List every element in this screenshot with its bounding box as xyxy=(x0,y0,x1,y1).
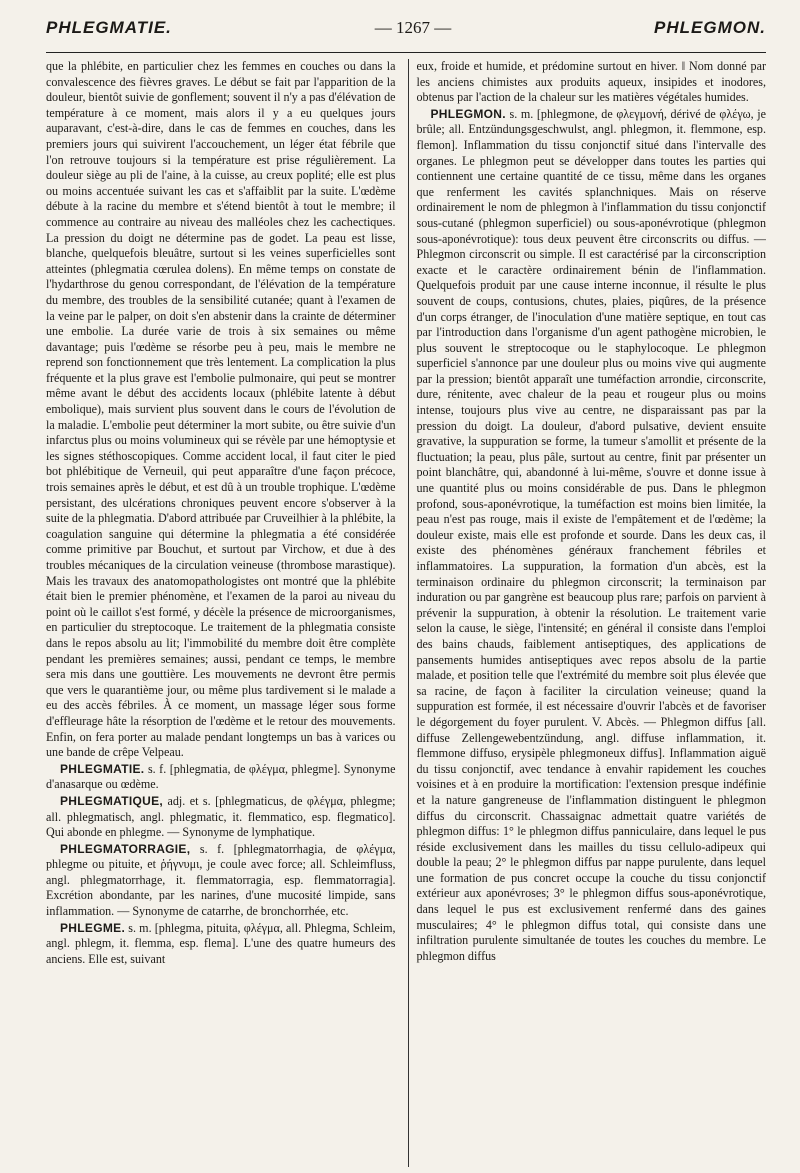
page-number: — 1267 — xyxy=(374,18,452,37)
left-column xyxy=(46,59,396,1167)
page-header xyxy=(46,18,766,53)
entry-definition: s. f. [phlegmatorrhagia, de φλέγμα, phlegme ou pituite, et ῥήγνυμι, je coule avec force; all. Schleimfluss, angl. phlegmatorrhage, it. flemmatorragia, esp. flemmatorragia]. Excrétion abondante, par les narines, d'une mucosité limpide, sans inflammation. — Synonyme de catarrhe, de bronchorrhée, etc. xyxy=(46,841,396,919)
entry-definition: adj. et s. [phlegmaticus, de φλέγμα, phlegme; all. phlegmatisch, angl. phlegmatic, it. flemmatico, esp. flegmatico]. Qui abonde en phlegme. — Synonyme de lymphatique. xyxy=(46,793,396,840)
entry-headword: PHLEGMON. xyxy=(430,106,506,121)
entry-headword: PHLEGMATORRAGIE, xyxy=(60,841,191,856)
header-right-running-title: PHLEGMON. xyxy=(654,18,766,37)
entry-definition: s. m. [phlegmone, de φλεγμονή, dérivé de φλέγω, je brûle; all. Entzündungsgeschwulst, angl. phlegmon, it. flemmone, esp. flemon]. Inflammation du tissu conjonctif situé dans l'intervalle des organes. Le phlegmon peut se développer dans toutes les parties qui contiennent une certaine quantité de ce tissu, même dans les organes que renferment les cavités splanchniques. Mais on réserve ordinairement le nom de phlegmon à l'inflammation du tissu conjonctif sous-cutané (phlegmon superficiel) ou sous-aponévrotique (phlegmon sous-aponévrotique): tous deux peuvent être circonscrits ou diffus. — Phlegmon circonscrit ou simple. Il est caractérisé par la circonscription exacte et le caractère ordinairement bénin de l'inflammation. Quelquefois produit par une cause interne inconnue, il résulte le plus souvent de coups, contusions, chutes, plaies, piqûres, de la présence d'un corps étranger, de l'inoculation d'une matière septique, en tout cas par l'introduction dans l'organisme d'un agent pathogène microbien, le plus souvent le streptocoque ou le staphylocoque. Le phlegmon superficiel s'annonce par une douleur plus ou moins vive qui augmente par la pression; bientôt apparaît une tuméfaction arrondie, circonscrite, dure, rénitente, avec chaleur de la peau et rougeur plus ou moins intense, toujours plus vive au centre, ne disparaissant pas par la pression du doigt. La douleur, d'abord pulsative, devient ensuite gravative, la suppuration se forme, la tumeur s'amollit et présente de la fluctuation; la peau, plus pâle, surtout au centre, finit par présenter un point blanchâtre, qui, abandonné à lui-même, s'ouvre et donne issue à une quantité plus ou moins considérable de pus. Dans le phlegmon profond, sous-aponévrotique, la tuméfaction est moins bien limitée, la peau n'est pas rouge, mais il existe de l'empâtement et de l'œdème; la douleur existe, mais elle est profonde et sourde. Dans les deux cas, il existe des phénomènes généraux franchement fébriles et inflammatoires. La suppuration, la formation d'un abcès, est la terminaison ordinaire du phlegmon circonscrit; la terminaison par induration ou par gangrène est beaucoup plus rare; parfois on parvient à prévenir la suppuration, à obtenir la résolution. Le traitement varie selon la cause, le siège, l'intensité; en général il consiste dans l'emploi des bains chauds, faiblement antiseptiques, des applications de pansements humides antiseptiques avec repos absolu de la partie malade, et position telle que l'extrémité du membre soit plus élevée que sa racine, de façon à faciliter la circulation veineuse; quand la suppuration est formée, il est nécessaire d'ouvrir l'abcès et de favoriser le dégorgement du foyer purulent. V. Abcès. — Phlegmon diffus [all. diffuse Zellengewebentzündung, angl. diffuse inflammation, it. flemmone diffuso, erysipèle phlegmoneux diffus]. Inflammation aiguë du tissu conjonctif, avec tendance à envahir rapidement les couches voisines et à en produire la mortification: l'extension presque indéfinie et la nature gangreneuse de l'inflammation distinguent le phlegmon diffus du circonscrit. Chassaignac admettait quatre variétés de phlegmon diffus: 1° le phlegmon diffus panniculaire, dans lequel le pus réside exclusivement dans les mailles du tissu cellulo-adipeux qui double la peau; 2° le phlegmon diffus par nappe purulente, dans lequel une formation de pus concret occupe la couche du tissu conjonctif extérieur aux aponévroses; 3° le phlegmon diffus sous-aponévrotique, dans lequel le pus est exclusivement renfermé dans des gaines musculaires; 4° le phlegmon diffus total, qui consiste dans une infiltration purulente simultanée de toutes les couches du membre. Le phlegmon diffus xyxy=(416,106,766,963)
entry-phlegmatique xyxy=(46,794,396,841)
right-column xyxy=(408,59,767,1167)
entry-definition: s. m. [phlegma, pituita, φλέγμα, all. Phlegma, Schleim, angl. phlegm, it. flemma, esp. flema]. L'une des quatre humeurs des anciens. Elle est, suivant xyxy=(46,920,396,966)
header-left-running-title: PHLEGMATIE. xyxy=(46,18,172,37)
entry-phlegmatorragie xyxy=(46,842,396,920)
entry-headword: PHLEGMATIE. xyxy=(60,761,145,776)
entry-headword: PHLEGMATIQUE, xyxy=(60,793,164,808)
entry-definition: s. f. [phlegmatia, de φλέγμα, phlegme]. Synonyme d'anasarque ou œdème. xyxy=(46,761,396,792)
entry-phlegme xyxy=(46,921,396,968)
continued-paragraph: que la phlébite, en particulier chez les femmes en couches ou dans la convalescence des fièvres graves. Le début se fait par l'apparition de la douleur, bientôt suivie de gonflement; souvent il n'y a pas d'élévation de température à ce moment, mais alors il y a eu quelques jours auparavant, c'est-à-dire, dans le cas de femmes en couches, dans les premiers jours qui suivirent l'accouchement, un léger état fébrile que l'on retrouve toujours si la température est prise régulièrement. La douleur siège au pli de l'aine, à la cuisse, au creux poplité; elle est plus ou moins accentuée suivant les cas et s'affaiblit par la suite. L'œdème débute à la racine du membre et s'étend bientôt à tout le membre; il commence au contraire au niveau des malléoles chez les cachectiques. La pression du doigt ne détermine pas de godet. La peau est lisse, blanche, quelquefois bleuâtre, surtout si les veines superficielles sont atteintes (phlegmatia cœrulea dolens). En même temps on constate de l'hydarthrose du genou correspondant, de l'élévation de la température du membre, des troubles de la sensibilité cutanée; quant à l'examen de la veine par le palper, on doit s'en abstenir dans la crainte de déterminer une embolie. La durée varie de trois à six semaines ou même davantage; puis l'œdème se résorbe peu à peu, mais le membre ne reprend son fonctionnement que très lentement. La complication la plus fréquente et la plus grave est l'embolie pulmonaire, qui peut se montrer même avant le début des accidents locaux (phlébite latente à début embolique), mais survient plus souvent dans le cours de l'évolution de la maladie. L'embolie peut déterminer la mort subite, ou être suivie d'un infarctus plus ou moins volumineux qui se révèle par une hémoptysie et les signes stéthoscopiques. Comme accident local, il faut citer le pied bot phlébitique de Verneuil, qui peut apparaître d'une façon précoce, trois semaines après le début, et est dû à un trouble trophique. L'œdème persistant, des ulcérations chroniques peuvent encore s'observer à la suite de la phlegmatia. D'abord attribuée par Cruveilhier à la phlébite, la coagulation sanguine qui détermine la phlegmatia a été considérée comme primitive par Bouchut, et surtout par Virchow, et due à des troubles mécaniques de la circulation veineuse (thrombose marastique). Mais les travaux des anatomopathologistes ont montré que la phlébite était bien le premier phénomène, et l'examen de la paroi au niveau du point où le caillot s'est formé, y décèle la présence de microorganismes, en particulier du streptocoque. Le traitement de la phlegmatia consiste dans le repos absolu au lit; l'immobilité du membre doit être complète pendant les premières semaines; aussi, pendant ce temps, le membre sera mis dans une gouttière. Les mouvements ne devront être permis que vers le quarantième jour, ou même plus tardivement si le malade a eu des accès fébriles. À ce moment, un massage léger sous forme d'effleurage hâte la résorption de l'œdème et le retour des mouvements. Enfin, on fera porter au malade pendant longtemps un bas à varices ou une bande de crêpe Velpeau. xyxy=(46,59,396,760)
entry-phlegmon xyxy=(417,107,767,965)
continued-paragraph: eux, froide et humide, et prédomine surtout en hiver. ‖ Nom donné par les anciens chimistes aux produits aqueux, insipides et inodores, obtenus par l'action de la chaleur sur les matières végétales humides. xyxy=(416,59,766,105)
two-column-body xyxy=(46,59,766,1167)
entry-phlegmatie xyxy=(46,762,396,793)
entry-headword: PHLEGME. xyxy=(60,920,126,935)
